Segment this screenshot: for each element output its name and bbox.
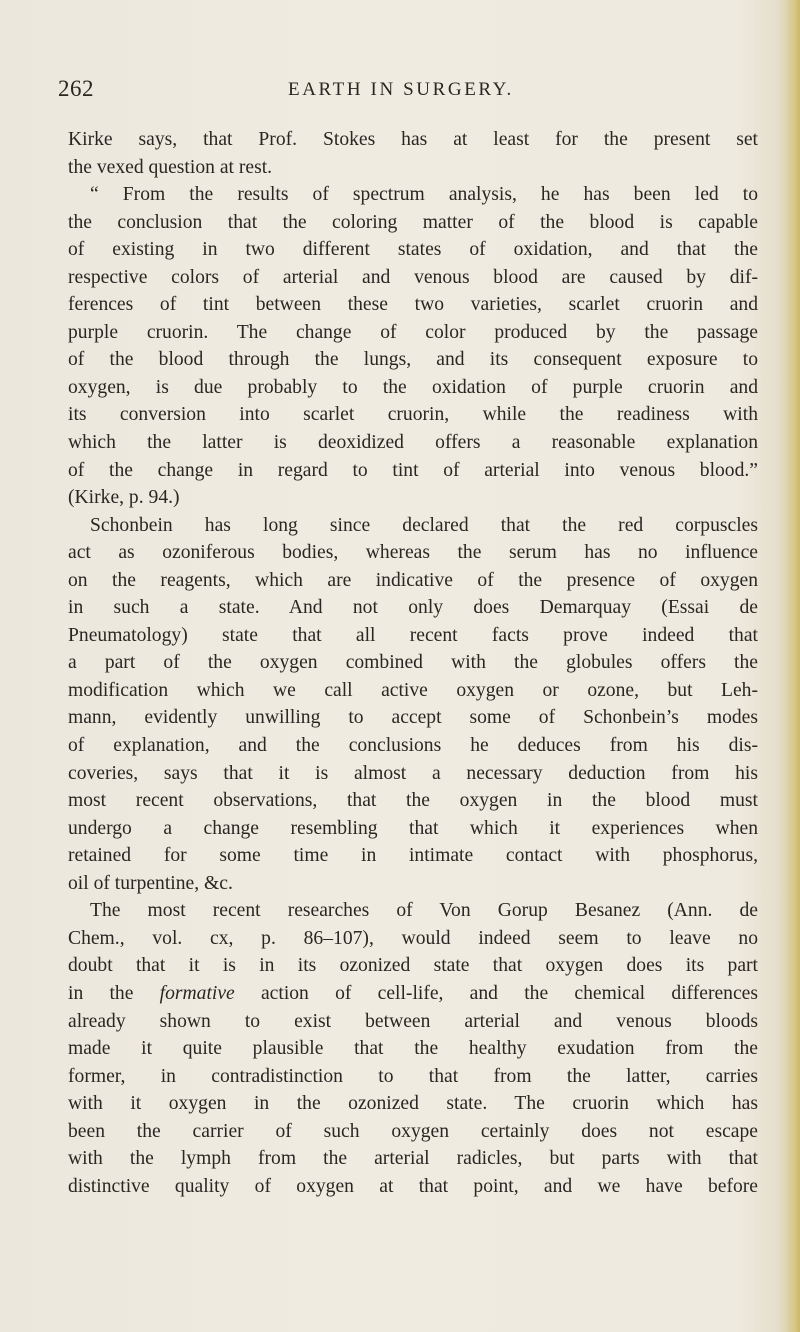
text-line: which the latter is deoxidized offers a reasonable explanation [68,432,758,454]
text-line: coveries, says that it is almost a necessary deduction from his [68,762,758,784]
text-line: mann, evidently unwilling to accept some of Schonbein’s modes [68,707,758,729]
text-line: its conversion into scarlet cruorin, while the readiness with [68,404,758,426]
body-text [68,126,758,1200]
text-line: most recent observations, that the oxygen in the blood must [68,790,758,812]
text-line: purple cruorin. The change of color produced by the passage [68,321,758,343]
text-line: already shown to exist between arterial and venous bloods [68,1010,758,1032]
text-line: retained for some time in intimate contact with phosphorus, [68,845,758,867]
text-line: (Kirke, p. 94.) [68,487,180,509]
page-edge-stain [786,0,800,1332]
text-line: Chem., vol. cx, p. 86–107), would indeed seem to leave no [68,927,758,949]
text-line: The most recent researches of Von Gorup Besanez (Ann. de [90,900,758,922]
italic-word: formative [159,982,235,1004]
text-line: the conclusion that the coloring matter of the blood is capable [68,211,758,233]
text-line: Kirke says, that Prof. Stokes has at least for the present set [68,129,758,150]
page-header [58,76,748,106]
text-line: “ From the results of spectrum analysis, he has been led to [90,184,758,206]
text-line: respective colors of arterial and venous blood are caused by dif- [68,266,758,288]
text-line: of the change in regard to tint of arterial into venous blood.” [68,459,758,481]
text-line: with it oxygen in the ozonized state. The cruorin which has [68,1093,758,1115]
text-line: undergo a change resembling that which it experiences when [68,817,758,839]
text-line: been the carrier of such oxygen certainly does not escape [68,1120,758,1142]
text-line: a part of the oxygen combined with the globules offers the [68,652,758,674]
text-fragment: action of cell-life, and the chemical differences [234,982,758,1004]
text-line: the vexed question at rest. [68,156,273,178]
running-head: EARTH IN SURGERY. [288,79,514,100]
text-line: in such a state. And not only does Demarquay (Essai de [68,597,758,619]
text-line: modification which we call active oxygen or ozone, but Leh- [68,679,758,701]
text-line: of existing in two different states of oxidation, and that the [68,239,758,261]
text-line: with the lymph from the arterial radicles, but parts with that [68,1148,758,1170]
text-line: distinctive quality of oxygen at that point, and we have before [68,1175,758,1197]
text-line: oil of turpentine, &c. [68,872,233,894]
text-line-with-italic [68,980,758,1008]
text-line: oxygen, is due probably to the oxidation of purple cruorin and [68,376,758,398]
text-line: of the blood through the lungs, and its consequent exposure to [68,349,758,371]
text-line: former, in contradistinction to that from the latter, carries [68,1065,758,1087]
text-line: act as ozoniferous bodies, whereas the serum has no influence [68,542,758,564]
text-line: on the reagents, which are indicative of the presence of oxygen [68,569,758,591]
page-number: 262 [58,76,94,101]
text-line: doubt that it is in its ozonized state that oxygen does its part [68,955,758,977]
text-line: Schonbein has long since declared that the red corpuscles [90,514,758,536]
text-fragment: in the [68,982,160,1004]
text-line: Pneumatology) state that all recent facts prove indeed that [68,624,758,646]
text-line: of explanation, and the conclusions he deduces from his dis- [68,735,758,757]
text-line: ferences of tint between these two varieties, scarlet cruorin and [68,294,758,316]
text-line: made it quite plausible that the healthy exudation from the [68,1038,758,1060]
